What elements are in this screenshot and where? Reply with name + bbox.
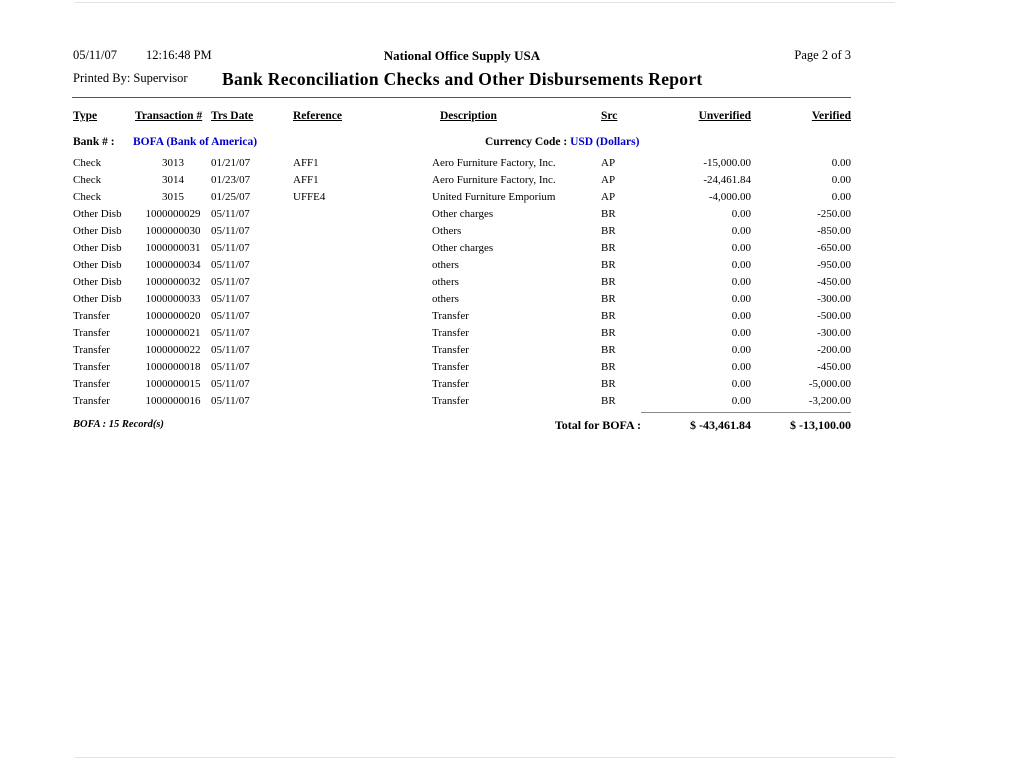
company-name: National Office Supply USA [383,48,541,63]
cell-src: BR [601,310,616,322]
cell-unverified: 0.00 [731,361,751,373]
cell-transaction-number: 1000000018 [145,361,201,373]
cell-trs-date: 05/11/07 [211,259,250,271]
cell-transaction-number: 1000000016 [145,395,201,407]
column-header-verified: Verified [811,110,851,122]
table-row [73,344,851,361]
cell-verified: -300.00 [817,327,851,339]
cell-trs-date: 05/11/07 [211,242,250,254]
column-header-row [73,110,851,136]
cell-unverified: 0.00 [731,395,751,407]
cell-src: BR [601,276,616,288]
cell-src: BR [601,361,616,373]
report-table [73,110,851,433]
cell-unverified: 0.00 [731,242,751,254]
cell-transaction-number: 1000000015 [145,378,201,390]
report-date: 05/11/07 [73,48,117,62]
cell-description: United Furniture Emporium [432,191,556,203]
cell-unverified: 0.00 [731,344,751,356]
cell-description: others [432,276,459,288]
cell-src: AP [601,157,616,169]
cell-src: BR [601,344,616,356]
cell-src: BR [601,259,616,271]
cell-type: Other Disb [73,208,122,220]
cell-transaction-number: 1000000020 [145,310,201,322]
cell-src: AP [601,174,616,186]
table-row [73,293,851,310]
cell-unverified: 0.00 [731,259,751,271]
cell-reference [293,378,432,395]
cell-verified: -250.00 [817,208,851,220]
cell-reference [293,208,432,225]
cell-type: Other Disb [73,276,122,288]
cell-transaction-number: 3014 [162,174,184,186]
cell-type: Other Disb [73,242,122,254]
cell-verified: -300.00 [817,293,851,305]
cell-trs-date: 05/11/07 [211,225,250,237]
cell-type: Check [73,157,102,169]
cell-src: BR [601,242,616,254]
table-row [73,157,851,174]
cell-description: Other charges [432,208,494,220]
cell-unverified: 0.00 [731,276,751,288]
cell-verified: -850.00 [817,225,851,237]
column-header-trs-date: Trs Date [211,110,254,122]
cell-unverified: 0.00 [731,378,751,390]
table-row [73,310,851,327]
cell-trs-date: 01/23/07 [211,174,251,186]
cell-transaction-number: 1000000034 [145,259,201,271]
cell-transaction-number: 1000000033 [145,293,201,305]
column-header-src: Src [601,110,618,122]
table-row [73,395,851,413]
cell-transaction-number: 1000000029 [145,208,201,220]
cell-type: Transfer [73,310,110,322]
cell-verified: -950.00 [817,259,851,271]
table-row [73,174,851,191]
cell-type: Transfer [73,395,110,407]
cell-transaction-number: 1000000030 [145,225,201,237]
cell-reference [293,395,432,413]
bank-number-label: Bank # : [73,136,115,148]
cell-description: Other charges [432,242,494,254]
record-count: BOFA : 15 Record(s) [73,418,164,430]
cell-reference: AFF1 [293,157,319,169]
cell-transaction-number: 3013 [162,157,184,169]
total-label: Total for BOFA : [554,417,641,432]
report-time: 12:16:48 PM [146,48,212,62]
cell-verified: 0.00 [831,174,851,186]
cell-trs-date: 05/11/07 [211,344,250,356]
cell-type: Other Disb [73,225,122,237]
cell-trs-date: 05/11/07 [211,327,250,339]
cell-src: BR [601,208,616,220]
currency-code-group [485,136,639,148]
cell-reference [293,361,432,378]
cell-unverified: 0.00 [731,327,751,339]
cell-type: Transfer [73,378,110,390]
cell-transaction-number: 1000000032 [145,276,201,288]
cell-reference [293,327,432,344]
cell-reference [293,344,432,361]
cell-description: Transfer [432,395,469,407]
cell-verified: -450.00 [817,361,851,373]
table-row [73,361,851,378]
cell-type: Check [73,174,102,186]
cell-src: BR [601,327,616,339]
cell-description: Aero Furniture Factory, Inc. [432,174,556,186]
cell-trs-date: 05/11/07 [211,361,250,373]
table-row [73,208,851,225]
cell-src: BR [601,395,616,407]
total-unverified: $ -43,461.84 [641,413,751,434]
report-header-row1 [73,48,851,64]
table-row [73,259,851,276]
cell-description: Transfer [432,378,469,390]
cell-trs-date: 01/25/07 [211,191,251,203]
table-row [73,225,851,242]
cell-verified: -5,000.00 [808,378,851,390]
cell-type: Other Disb [73,259,122,271]
cell-description: Transfer [432,344,469,356]
cell-src: AP [601,191,616,203]
cell-description: Aero Furniture Factory, Inc. [432,157,556,169]
cell-reference [293,242,432,259]
total-verified: $ -13,100.00 [751,413,851,434]
cell-src: BR [601,293,616,305]
cell-trs-date: 05/11/07 [211,276,250,288]
cell-src: BR [601,378,616,390]
cell-unverified: 0.00 [731,225,751,237]
cell-type: Transfer [73,327,110,339]
cell-verified: -200.00 [817,344,851,356]
cell-type: Transfer [73,344,110,356]
cell-type: Other Disb [73,293,122,305]
cell-type: Transfer [73,361,110,373]
cell-unverified: 0.00 [731,310,751,322]
printed-by-label: Printed By: Supervisor [73,71,188,85]
cell-description: others [432,259,459,271]
cell-trs-date: 05/11/07 [211,208,250,220]
cell-unverified: 0.00 [731,208,751,220]
page-indicator: Page 2 of 3 [794,48,851,62]
cell-reference: UFFE4 [293,191,326,203]
cell-verified: 0.00 [831,157,851,169]
cell-description: Transfer [432,310,469,322]
total-row [73,413,851,434]
cell-verified: 0.00 [831,191,851,203]
table-row [73,242,851,259]
cell-description: Transfer [432,361,469,373]
column-header-reference: Reference [293,110,342,122]
bank-group-row [73,136,851,157]
cell-verified: -3,200.00 [808,395,851,407]
cell-type: Check [73,191,102,203]
cell-trs-date: 05/11/07 [211,378,250,390]
currency-code-label: Currency Code : [485,136,568,148]
cell-unverified: -15,000.00 [703,157,751,169]
cell-transaction-number: 1000000021 [145,327,201,339]
cell-src: BR [601,225,616,237]
currency-code-value: USD (Dollars) [570,136,640,148]
column-header-unverified: Unverified [698,110,751,122]
report-title: Bank Reconciliation Checks and Other Disbursements Report [222,69,703,89]
bank-number-value: BOFA (Bank of America) [133,136,258,148]
column-header-description: Description [440,110,497,122]
cell-unverified: 0.00 [731,293,751,305]
cell-transaction-number: 1000000031 [145,242,201,254]
table-row [73,327,851,344]
cell-reference [293,225,432,242]
table-row [73,191,851,208]
cell-reference: AFF1 [293,174,319,186]
page-top-border [75,2,895,3]
cell-reference [293,310,432,327]
table-row [73,378,851,395]
column-header-type: Type [73,110,98,122]
column-header-transaction: Transaction # [135,110,203,122]
cell-verified: -450.00 [817,276,851,288]
cell-reference [293,293,432,310]
cell-trs-date: 05/11/07 [211,293,250,305]
cell-trs-date: 05/11/07 [211,310,250,322]
cell-description: others [432,293,459,305]
cell-trs-date: 05/11/07 [211,395,250,407]
cell-reference [293,259,432,276]
cell-unverified: -4,000.00 [708,191,751,203]
cell-verified: -500.00 [817,310,851,322]
report-header-row2 [73,69,851,95]
cell-reference [293,276,432,293]
cell-unverified: -24,461.84 [703,174,751,186]
page-bottom-border [75,757,895,758]
cell-trs-date: 01/21/07 [211,157,251,169]
cell-transaction-number: 1000000022 [145,344,201,356]
cell-verified: -650.00 [817,242,851,254]
table-row [73,276,851,293]
cell-description: Others [432,225,462,237]
cell-description: Transfer [432,327,469,339]
cell-transaction-number: 3015 [162,191,184,203]
title-divider-rule [72,97,851,98]
